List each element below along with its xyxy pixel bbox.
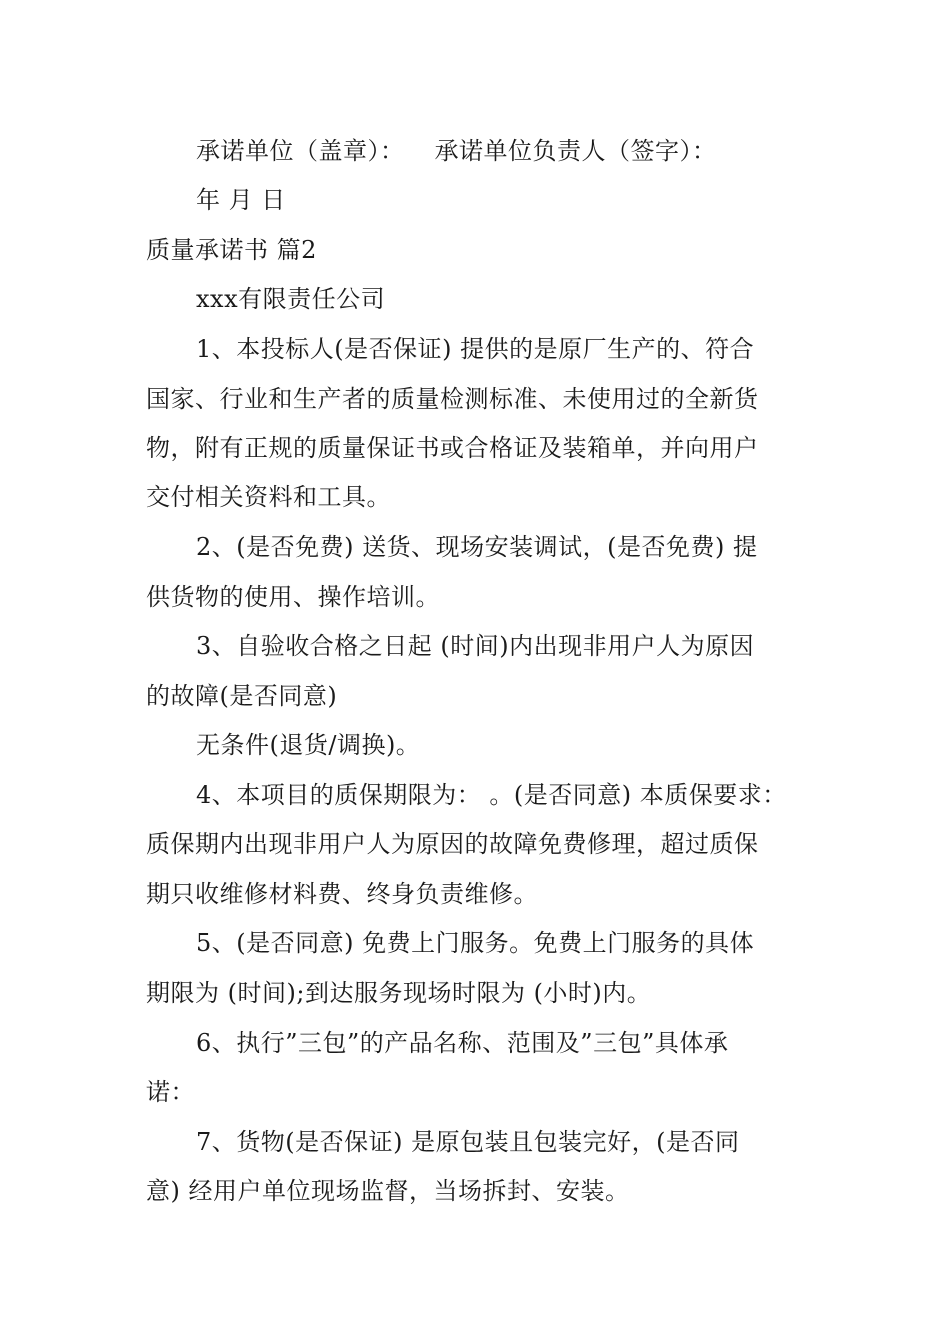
text-line: 2、(是否免费) 送货、现场安装调试，(是否免费) 提: [196, 533, 758, 561]
date-line: 年 月 日: [196, 186, 286, 214]
text-line: 7、货物(是否保证) 是原包装且包装完好，(是否同: [196, 1128, 740, 1156]
text-line: 质保期内出现非用户人为原因的故障免费修理，超过质保: [146, 830, 759, 858]
text-line: 5、(是否同意) 免费上门服务。免费上门服务的具体: [196, 929, 755, 957]
text-line: 期限为 (时间);到达服务现场时限为 (小时)内。: [146, 979, 652, 1007]
text-line: 诺：: [146, 1078, 195, 1106]
text-line: 6、执行”三包”的产品名称、范围及”三包”具体承: [196, 1029, 729, 1057]
text-line: 无条件(退货/调换)。: [196, 731, 421, 759]
text-line: 供货物的使用、操作培训。: [146, 583, 440, 611]
text-line: 1、本投标人(是否保证) 提供的是原厂生产的、符合: [196, 335, 755, 363]
text-line: 4、本项目的质保期限为： 。(是否同意) 本质保要求：: [196, 781, 787, 809]
signature-unit-label: 承诺单位（盖章）：: [196, 137, 405, 165]
text-line: 交付相关资料和工具。: [146, 483, 391, 511]
text-line: 期只收维修材料费、终身负责维修。: [146, 880, 538, 908]
text-line: 3、自验收合格之日起 (时间)内出现非用户人为原因: [196, 632, 755, 660]
text-line: 的故障(是否同意): [146, 682, 338, 710]
text-line: 物，附有正规的质量保证书或合格证及装箱单，并向用户: [146, 434, 759, 462]
section-title: 质量承诺书 篇2: [146, 236, 317, 264]
signature-head-label: 承诺单位负责人（签字）：: [434, 137, 717, 165]
signature-line: [196, 136, 876, 166]
addressee: xxx有限责任公司: [196, 285, 386, 313]
text-line: 国家、行业和生产者的质量检测标准、未使用过的全新货: [146, 385, 759, 413]
text-line: 意) 经用户单位现场监督，当场拆封、安装。: [146, 1177, 630, 1205]
